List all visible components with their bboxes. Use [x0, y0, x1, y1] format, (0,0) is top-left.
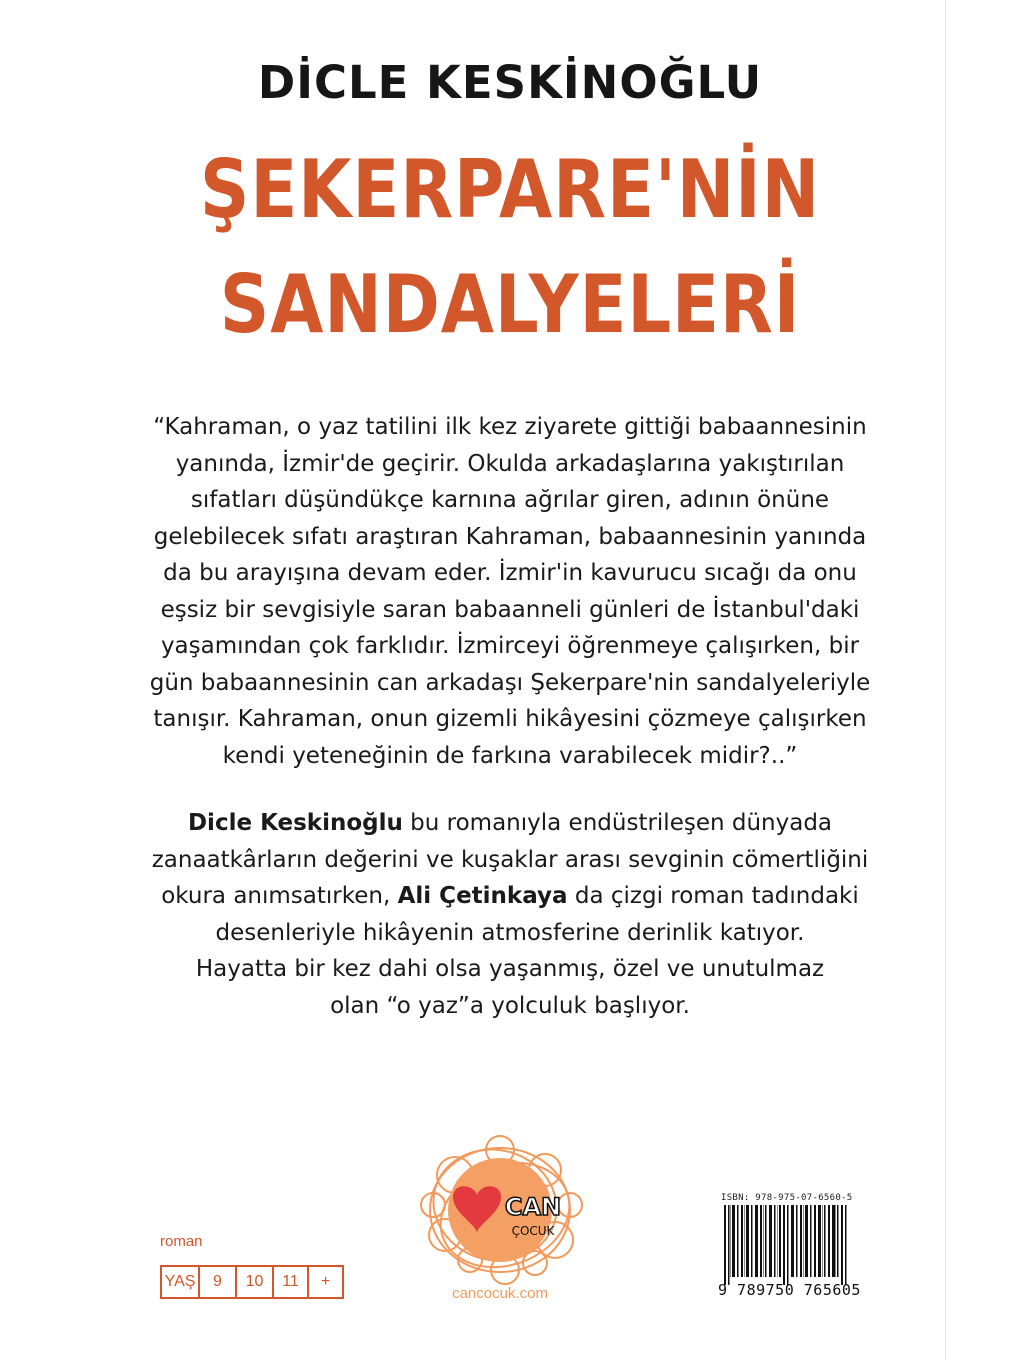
blurb-line: zanaatkârların değerini ve kuşaklar arası sevginin cömertliğini — [151, 846, 869, 873]
blurb-line — [140, 805, 880, 842]
blurb-line — [140, 878, 880, 915]
book-title-line-2: SANDALYELERİ — [219, 258, 801, 351]
svg-text:CAN: CAN — [504, 1193, 562, 1221]
genre-label: roman — [160, 1233, 203, 1250]
age-cell: 11 — [274, 1267, 309, 1297]
blurb-text: bu romanıyla endüstrileşen dünyada — [402, 810, 833, 836]
publisher-logo — [415, 1135, 585, 1285]
author-name-bold: Dicle Keskinoğlu — [187, 810, 403, 836]
blurb-line: Hayatta bir kez dahi olsa yaşanmış, özel ve unutulmaz — [195, 956, 825, 982]
blurb-line: gün babaannesinin can arkadaşı Şekerpare'nin sandalyeleriyle — [149, 669, 871, 696]
blurb-line: yanında, İzmir'de geçirir. Okulda arkadaşlarına yakıştırılan — [175, 450, 845, 477]
illustrator-name-bold: Ali Çetinkaya — [397, 883, 568, 909]
blurb-line: yaşamından çok farklıdır. İzmirceyi öğrenmeye çalışırken, bir — [160, 633, 860, 659]
barcode-icon — [718, 1205, 853, 1285]
blurb-line: “Kahraman, o yaz tatilini ilk kez ziyarete gittiği babaannesinin — [153, 414, 867, 440]
age-cell: 9 — [200, 1267, 237, 1297]
blurb-line: da bu arayışına devam eder. İzmir'in kavurucu sıcağı da onu — [163, 560, 857, 586]
blurb-description-paragraph — [140, 805, 880, 1024]
blurb-line: desenleriyle hikâyenin atmosferine derinlik katıyor. — [215, 919, 805, 946]
blurb-text: da çizgi roman tadındaki — [567, 883, 859, 909]
isbn-barcode — [718, 1193, 861, 1299]
blurb-line: kendi yeteneğinin de farkına varabilecek midir?..” — [222, 742, 798, 769]
publisher-url: cancocuk.com — [452, 1285, 548, 1302]
age-cell: + — [320, 1273, 331, 1290]
age-cell-label: YAŞ — [162, 1267, 200, 1297]
isbn-label: ISBN: 978-975-07-6560-5 — [721, 1193, 853, 1203]
blurb-quote-paragraph — [140, 409, 880, 774]
blurb-line: olan “o yaz”a yolculuk başlıyor. — [330, 992, 690, 1019]
scribble-sun-icon — [415, 1135, 585, 1285]
barcode-digits: 9 789750 765605 — [718, 1281, 861, 1299]
blurb-line: tanışır. Kahraman, onun gizemli hikâyesini çözmeye çalışırken — [153, 706, 867, 732]
blurb-text: okura anımsatırken, — [161, 883, 398, 909]
blurb-line: eşsiz bir sevgisiyle saran babaanneli günleri de İstanbul'daki — [160, 596, 860, 623]
age-range-box — [160, 1265, 344, 1299]
book-title-line-1: ŞEKERPARE'NİN — [199, 143, 821, 236]
age-cell: 10 — [237, 1267, 274, 1297]
svg-text:ÇOCUK: ÇOCUK — [511, 1224, 555, 1238]
blurb-line: gelebilecek sıfatı araştıran Kahraman, babaannesinin yanında — [153, 523, 867, 550]
author-name: DİCLE KESKİNOĞLU — [257, 56, 763, 109]
blurb-line: sıfatları düşündükçe karnına ağrılar giren, adının önüne — [190, 487, 830, 513]
